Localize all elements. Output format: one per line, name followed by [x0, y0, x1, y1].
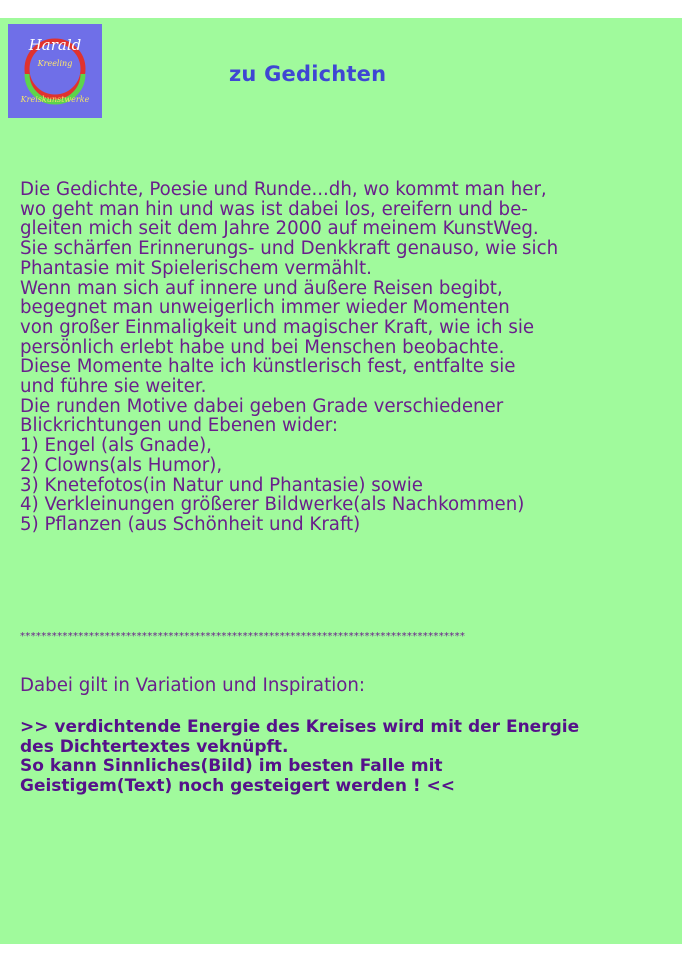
- bold-statement-line: >> verdichtende Energie des Kreises wird mit der Energie: [20, 717, 580, 737]
- page-background: [0, 18, 682, 944]
- page-title: zu Gedichten: [229, 62, 387, 86]
- logo-sub: Kreeling: [37, 59, 73, 68]
- bold-statement-line: So kann Sinnliches(Bild) im besten Falle mit: [20, 756, 443, 777]
- logo-name: Harald: [28, 36, 82, 54]
- body-text-line: persönlich erlebt habe und bei Menschen beobachte.: [20, 336, 505, 358]
- bold-statement-line: des Dichtertextes veknüpft.: [20, 736, 289, 757]
- body-text-line: Die Gedichte, Poesie und Runde...dh, wo kommt man her,: [20, 179, 547, 200]
- logo-bottom: Kreiskunstwerke: [20, 95, 90, 104]
- body-text-line: gleiten mich seit dem Jahre 2000 auf meinem KunstWeg.: [20, 218, 539, 240]
- body-text-line: 2) Clowns(als Humor),: [20, 454, 223, 476]
- body-text-line: 5) Pflanzen (aus Schönheit und Kraft): [20, 513, 361, 535]
- bold-statement-line: Geistigem(Text) noch gesteigert werden ! <<: [20, 775, 456, 796]
- logo-graphic: [8, 24, 102, 118]
- body-text-line: begegnet man unweigerlich immer wieder Momenten: [20, 297, 510, 319]
- intro-text: Dabei gilt in Variation und Inspiration:: [20, 675, 366, 696]
- body-text-line: 4) Verkleinungen größerer Bildwerke(als Nachkommen): [20, 494, 525, 516]
- bold-statement: [20, 718, 680, 796]
- body-text-line: Die runden Motive dabei geben Grade verschiedener: [20, 395, 504, 417]
- body-text-line: Wenn man sich auf innere und äußere Reisen begibt,: [20, 277, 503, 299]
- body-text-line: Sie schärfen Erinnerungs- und Denkkraft genauso, wie sich: [20, 238, 559, 260]
- body-text-line: und führe sie weiter.: [20, 376, 207, 398]
- body-text-line: 3) Knetefotos(in Natur und Phantasie) sowie: [20, 474, 423, 496]
- body-text-line: von großer Einmaligkeit und magischer Kraft, wie ich sie: [20, 316, 535, 338]
- body-text: [20, 180, 680, 535]
- body-text-line: Diese Momente halte ich künstlerisch fest, entfalte sie: [20, 356, 516, 378]
- body-text-line: 1) Engel (als Gnade),: [20, 435, 212, 457]
- harald-logo[interactable]: [8, 24, 102, 118]
- body-text-line: Phantasie mit Spielerischem vermählt.: [20, 257, 372, 279]
- separator-stars: ************************************************************************************: [20, 631, 466, 642]
- body-text-line: wo geht man hin und was ist dabei los, ereifern und be-: [20, 198, 528, 220]
- body-text-line: Blickrichtungen und Ebenen wider:: [20, 415, 338, 437]
